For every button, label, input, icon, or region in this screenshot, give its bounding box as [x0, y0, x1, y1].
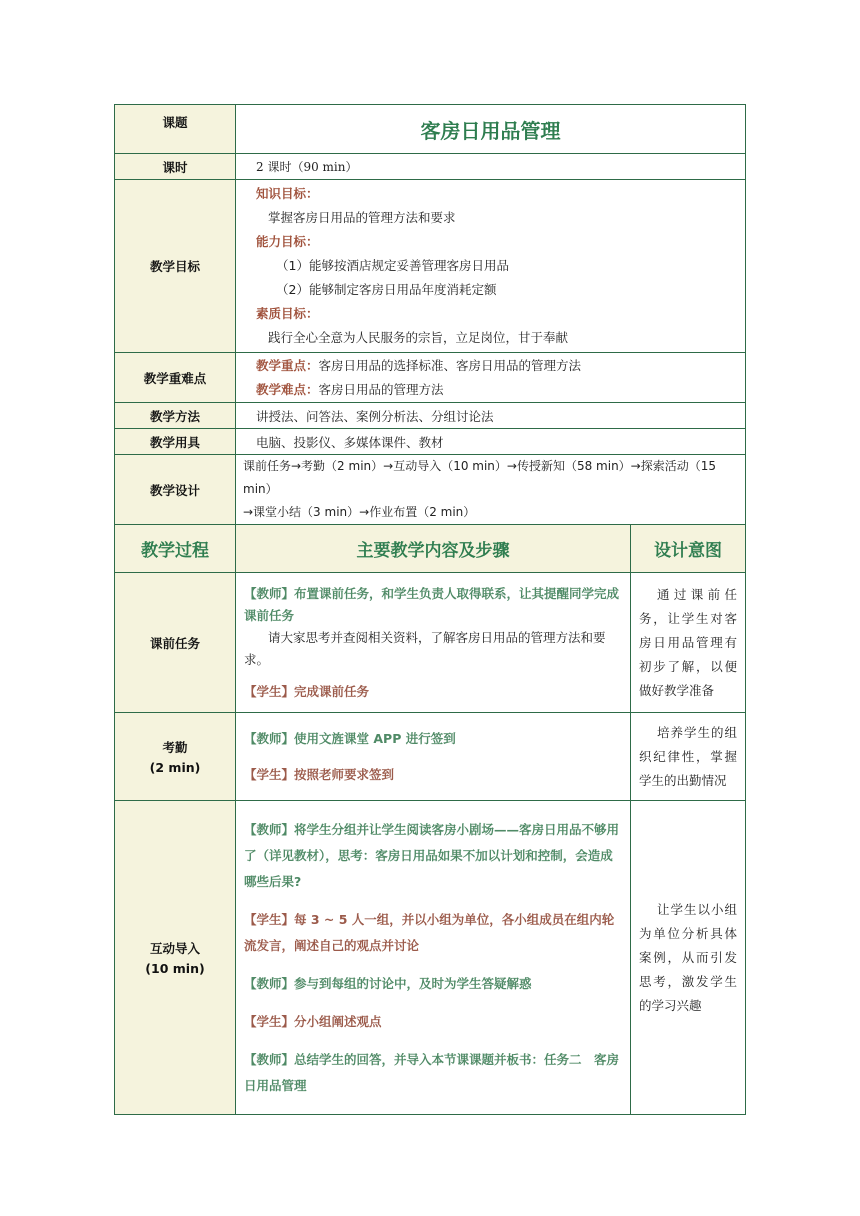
process-header-intent: 设计意图 — [631, 525, 746, 573]
design-line-1: 课前任务→考勤（2 min）→互动导入（10 min）→传授新知（58 min）→探索活动（15 min） — [243, 459, 716, 496]
teacher-note: 【教师】将学生分组并让学生阅读客房小剧场——客房日用品不够用了（详见教材），思考：客房日用品如果不加以计划和控制，会造成哪些后果? — [244, 821, 620, 889]
student-note: 【学生】按照老师要求签到 — [244, 766, 395, 782]
method-value: 讲授法、问答法、案例分析法、分组讨论法 — [236, 403, 746, 429]
difficulty-title: 教学难点： — [256, 381, 319, 397]
key-point — [256, 354, 745, 378]
task-text: 请大家思考并查阅相关资料，了解客房日用品的管理方法和要求。 — [244, 629, 606, 667]
stage-intro-time: (10 min) — [145, 961, 205, 976]
stage-attendance — [115, 713, 236, 801]
hours-label: 课时 — [115, 154, 236, 180]
topic-title: 客房日用品管理 — [236, 105, 746, 154]
ability-item-1: （1）能够按酒店规定妥善管理客房日用品 — [276, 258, 509, 273]
knowledge-title: 知识目标： — [256, 186, 319, 201]
process-header-row — [115, 525, 746, 573]
stage-intro-title: 互动导入 — [149, 941, 200, 956]
topic-row — [115, 105, 746, 154]
student-note: 【学生】每 3 ~ 5 人一组，并以小组为单位，各小组成员在组内轮流发言，阐述自己的观点并讨论 — [244, 911, 615, 953]
process-header-content: 主要教学内容及步骤 — [236, 525, 631, 573]
hours-value: 2 课时（90 min） — [236, 154, 746, 180]
teacher-note: 【教师】使用文旌课堂 APP 进行签到 — [244, 730, 456, 746]
knowledge-text: 掌握客房日用品的管理方法和要求 — [268, 210, 456, 225]
objectives-content — [236, 180, 746, 353]
design-content — [236, 455, 746, 525]
key-content — [236, 353, 746, 403]
key-label: 教学重难点 — [115, 353, 236, 403]
stage-attendance-title: 考勤 — [162, 740, 188, 755]
hours-row — [115, 154, 746, 180]
stage-intro — [115, 801, 236, 1115]
ability-item-2: （2）能够制定客房日用品年度消耗定额 — [276, 282, 497, 297]
ability-title: 能力目标： — [256, 234, 319, 249]
stage-attendance-time: (2 min) — [149, 760, 201, 775]
design-line-2: →课堂小结（3 min）→作业布置（2 min） — [243, 505, 476, 519]
design-row — [115, 455, 746, 525]
difficulty-point — [256, 378, 745, 402]
process-row-pretask — [115, 573, 746, 713]
key-point-title: 教学重点： — [256, 357, 319, 373]
topic-label: 课题 — [115, 105, 236, 154]
teacher-note: 【教师】布置课前任务，和学生负责人取得联系，让其提醒同学完成课前任务 — [244, 585, 620, 623]
content-intro — [236, 801, 631, 1115]
process-row-intro — [115, 801, 746, 1115]
design-label: 教学设计 — [115, 455, 236, 525]
quality-title: 素质目标： — [256, 306, 319, 321]
objectives-label: 教学目标 — [115, 180, 236, 353]
method-label: 教学方法 — [115, 403, 236, 429]
student-note: 【学生】分小组阐述观点 — [244, 1013, 382, 1029]
tools-label: 教学用具 — [115, 429, 236, 455]
quality-text: 践行全心全意为人民服务的宗旨，立足岗位，甘于奉献 — [268, 330, 569, 345]
intent-pretask: 通过课前任务，让学生对客房日用品管理有初步了解，以便做好教学准备 — [631, 573, 746, 713]
key-row — [115, 353, 746, 403]
objectives-row — [115, 180, 746, 353]
stage-pretask: 课前任务 — [115, 573, 236, 713]
key-point-text: 客房日用品的选择标准、客房日用品的管理方法 — [318, 357, 582, 373]
lesson-plan — [114, 104, 745, 1115]
lesson-table — [114, 104, 746, 1115]
method-row — [115, 403, 746, 429]
teacher-note: 【教师】总结学生的回答，并导入本节课课题并板书：任务二 客房日用品管理 — [244, 1051, 620, 1093]
process-header-stage: 教学过程 — [115, 525, 236, 573]
content-attendance — [236, 713, 631, 801]
content-pretask — [236, 573, 631, 713]
intent-intro: 让学生以小组为单位分析具体案例，从而引发思考，激发学生的学习兴趣 — [631, 801, 746, 1115]
teacher-note: 【教师】参与到每组的讨论中，及时为学生答疑解惑 — [244, 975, 532, 991]
intent-attendance: 培养学生的组织纪律性，掌握学生的出勤情况 — [631, 713, 746, 801]
tools-value: 电脑、投影仪、多媒体课件、教材 — [236, 429, 746, 455]
process-row-attendance — [115, 713, 746, 801]
difficulty-text: 客房日用品的管理方法 — [318, 381, 444, 397]
tools-row — [115, 429, 746, 455]
student-note: 【学生】完成课前任务 — [244, 683, 370, 699]
